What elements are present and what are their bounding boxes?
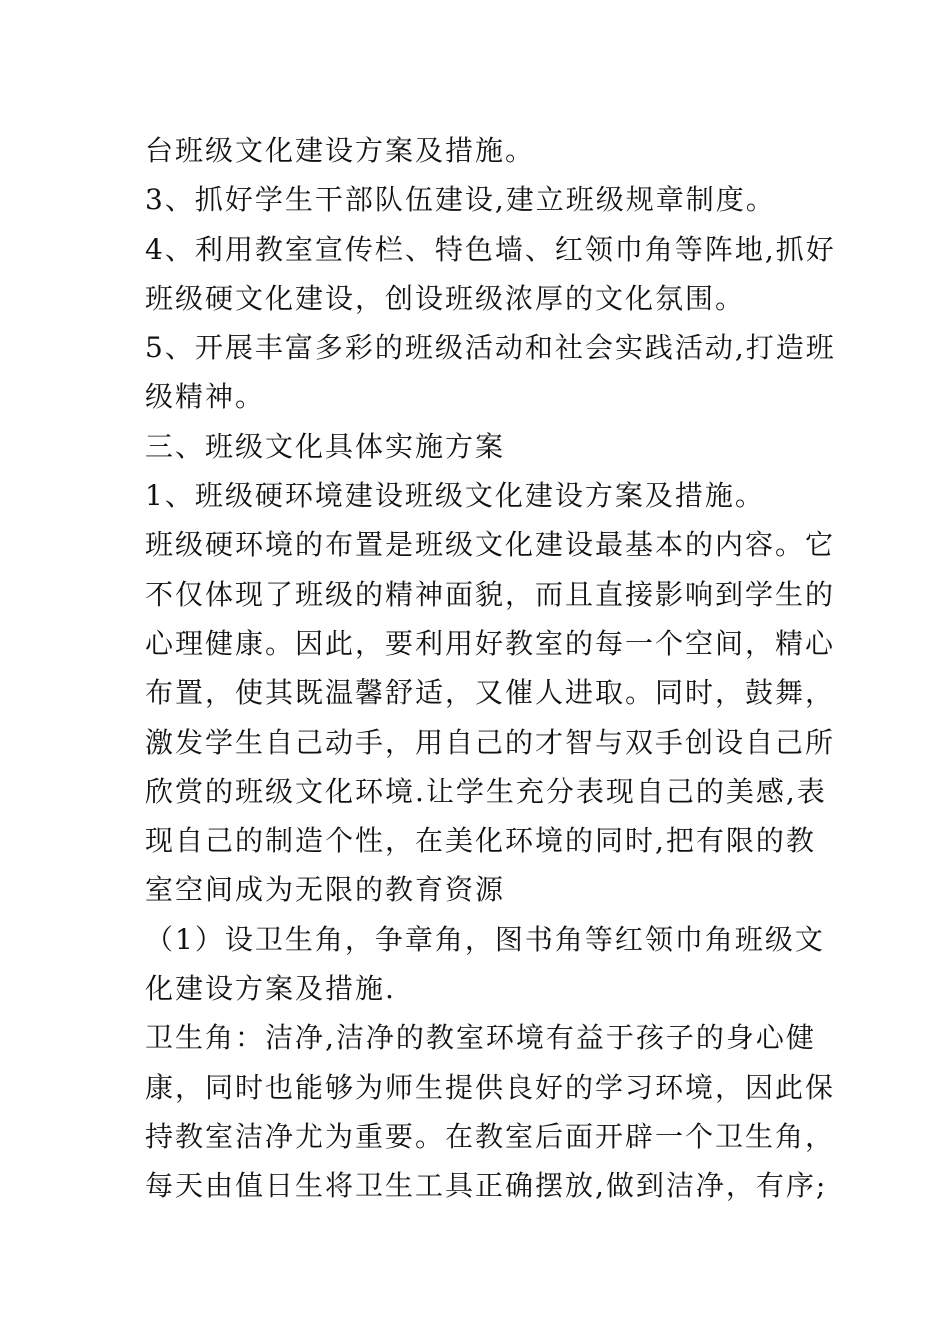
text-line: 级精神。 bbox=[145, 380, 266, 414]
section-heading: 三、班级文化具体实施方案 bbox=[145, 429, 506, 463]
text-line: 4、利用教室宣传栏、特色墙、红领巾角等阵地,抓好 bbox=[145, 232, 836, 266]
text-line: 卫生角：洁净,洁净的教室环境有益于孩子的身心健 bbox=[145, 1021, 816, 1055]
subsection-heading: 1、班级硬环境建设班级文化建设方案及措施。 bbox=[145, 479, 765, 513]
text-line: 台班级文化建设方案及措施。 bbox=[145, 134, 536, 167]
document-body bbox=[145, 126, 836, 1211]
text-line: 5、开展丰富多彩的班级活动和社会实践活动,打造班 bbox=[145, 331, 836, 365]
text-line: 化建设方案及措施. bbox=[145, 972, 396, 1006]
text-line: 激发学生自己动手，用自己的才智与双手创设自己所 bbox=[145, 725, 836, 759]
text-line: 持教室洁净尤为重要。在教室后面开辟一个卫生角， bbox=[145, 1119, 836, 1153]
text-line: 班级硬环境的布置是班级文化建设最基本的内容。它 bbox=[145, 528, 836, 562]
text-line: 心理健康。因此，要利用好教室的每一个空间，精心 bbox=[145, 626, 836, 660]
text-line: 室空间成为无限的教育资源 bbox=[145, 873, 506, 907]
text-line: 欣赏的班级文化环境.让学生充分表现自己的美感,表 bbox=[145, 774, 827, 808]
text-line: （1）设卫生角，争章角，图书角等红领巾角班级文 bbox=[145, 922, 825, 956]
text-line: 3、抓好学生干部队伍建设,建立班级规章制度。 bbox=[145, 183, 776, 217]
text-line: 布置，使其既温馨舒适，又催人进取。同时，鼓舞， bbox=[145, 676, 836, 710]
text-line: 班级硬文化建设，创设班级浓厚的文化氛围。 bbox=[145, 281, 746, 315]
text-line: 不仅体现了班级的精神面貌，而且直接影响到学生的 bbox=[145, 577, 836, 611]
text-line: 康，同时也能够为师生提供良好的学习环境，因此保 bbox=[145, 1070, 836, 1104]
text-line: 每天由值日生将卫生工具正确摆放,做到洁净，有序; bbox=[145, 1169, 828, 1203]
text-line: 现自己的制造个性，在美化环境的同时,把有限的教 bbox=[145, 824, 816, 858]
